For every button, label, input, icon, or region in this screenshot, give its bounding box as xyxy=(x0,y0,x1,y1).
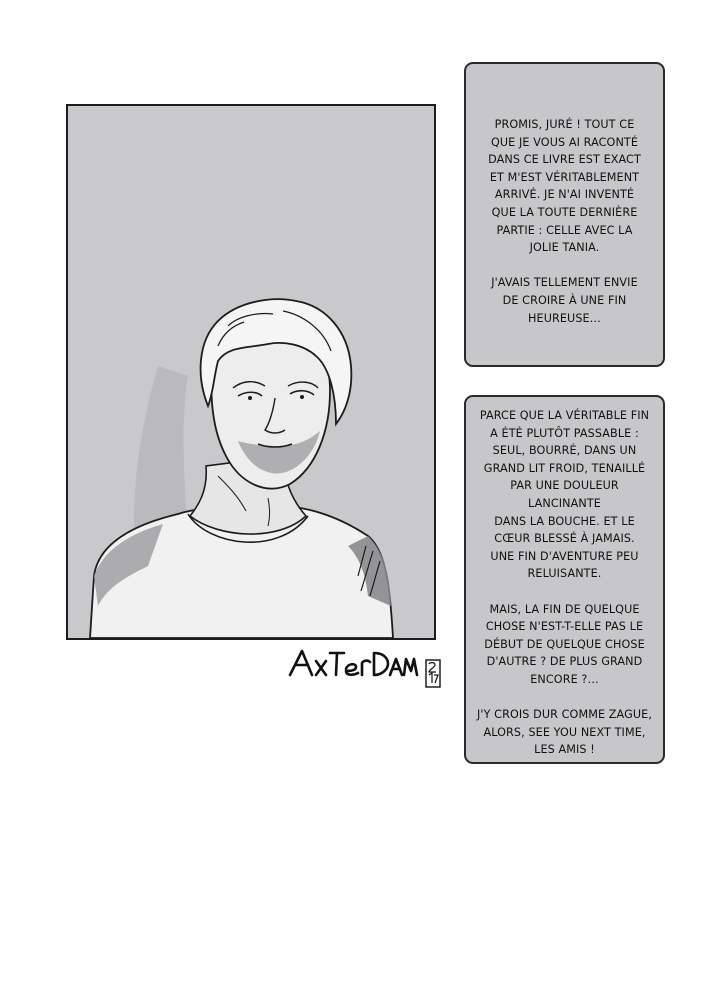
caption-paragraph: MAIS, LA FIN DE QUELQUE CHOSE N'EST-T-ELLE PAS LE DÉBUT DE QUELQUE CHOSE D'AUTRE ? DE PLUS GRAND ENCORE ?… xyxy=(484,602,645,686)
caption-paragraph: J'Y CROIS DUR COMME ZAGUE, ALORS, SEE YOU NEXT TIME, LES AMIS ! xyxy=(477,708,652,757)
portrait-drawing xyxy=(68,106,434,638)
caption-paragraph: PROMIS, JURÉ ! TOUT CE QUE JE VOUS AI RACONTÉ DANS CE LIVRE EST EXACT ET M'EST VÉRITABLEMENT ARRIVÉ. JE N'AI INVENTÉ QUE LA TOUTE DERNIÈRE PARTIE : CELLE AVEC LA JOLIE TANIA. xyxy=(488,118,641,255)
caption-box-bottom xyxy=(464,395,665,764)
caption-paragraph: PARCE QUE LA VÉRITABLE FIN A ÉTÉ PLUTÔT PASSABLE : SEUL, BOURRÉ, DANS UN GRAND LIT FROID, TENAILLÉ PAR UNE DOULEUR LANCINANTE DANS LA BOUCHE. ET LE CŒUR BLESSÉ À JAMAIS. UNE FIN D'AVENTURE PEU RELUISANTE. xyxy=(479,409,650,581)
artist-signature xyxy=(286,645,421,685)
caption-paragraph: J'AVAIS TELLEMENT ENVIE DE CROIRE À UNE FIN HEUREUSE… xyxy=(491,276,638,325)
illustration-panel xyxy=(66,104,436,640)
caption-box-top xyxy=(464,62,665,367)
date-seal-icon xyxy=(425,659,441,688)
